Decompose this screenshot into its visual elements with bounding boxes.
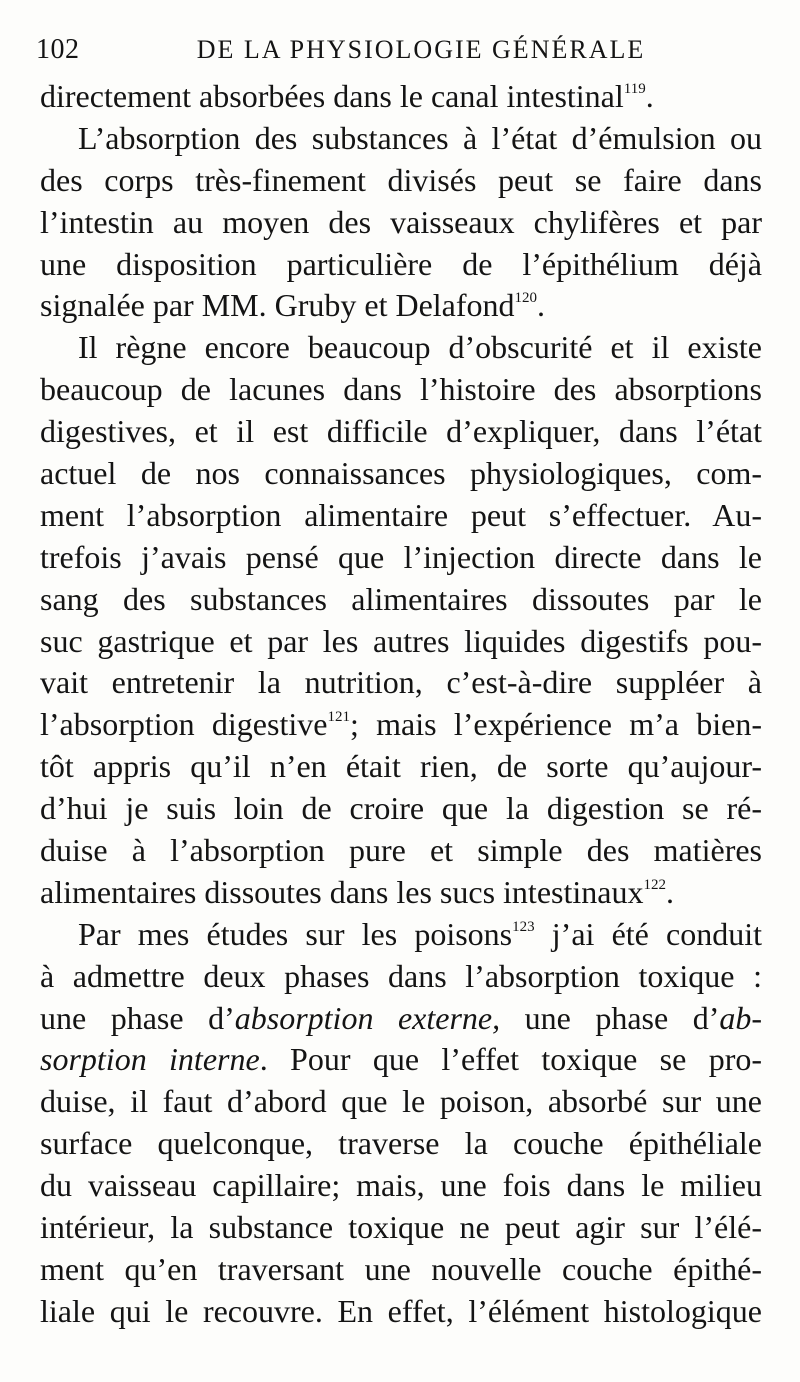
text-line: sorption interne. Pour que l’effet toxique se pro- [40,1041,763,1078]
text-line: tôt appris qu’il n’en était rien, de sorte qu’aujour- [40,748,762,785]
running-head [36,30,766,70]
text-line: actuel de nos connaissances physiologiques, com- [40,455,762,492]
text-line: liale qui le recouvre. En effet, l’élément histologique [40,1292,762,1329]
text-line: trefois j’avais pensé que l’injection directe dans le [40,538,762,575]
footnote-ref: 120 [514,290,538,307]
text-line: duise à l’absorption pure et simple des matières [40,832,762,869]
text-line: ment l’absorption alimentaire peut s’effectuer. Au- [40,496,762,533]
text-line: alimentaires dissoutes dans les sucs intestinaux$^{122}$. [40,873,674,910]
text-line: digestives, et il est difficile d’expliquer, dans l’état [40,413,762,450]
text-line: suc gastrique et par les autres liquides digestifs pou- [40,622,762,659]
text-line: duise, il faut d’abord que le poison, absorbé sur une [40,1083,762,1120]
text-line: Il règne encore beaucoup d’obscurité et il existe [78,329,762,366]
running-title: DE LA PHYSIOLOGIE GÉNÉRALE [196,35,646,64]
text-line: d’hui je suis loin de croire que la digestion se ré- [40,790,762,827]
text-line: beaucoup de lacunes dans l’histoire des absorptions [40,371,762,408]
text-line: du vaisseau capillaire; mais, une fois dans le milieu [40,1167,762,1204]
text-line: ment qu’en traversant une nouvelle couche épithé- [40,1250,762,1287]
text-line: des corps très-finement divisés peut se faire dans [40,161,762,198]
footnote-ref: 119 [623,81,646,97]
footnote-ref: 122 [643,876,666,893]
text-line: une phase d’absorption externe, une phase d’ab- [40,999,763,1036]
footnote-ref: 123 [512,918,535,935]
page-number: 102 [36,34,80,65]
italic-term: sorption interne [40,1041,260,1078]
body-text [40,76,762,1333]
footnote-ref: 121 [327,709,350,726]
text-line: sang des substances alimentaires dissoutes par le [40,580,762,617]
text-line: l’intestin au moyen des vaisseaux chylifères et par [40,203,762,240]
text-line: à admettre deux phases dans l’absorption toxique : [40,957,762,994]
text-line: intérieur, la substance toxique ne peut agir sur l’élé- [40,1209,762,1246]
text-line: L’absorption des substances à l’état d’émulsion ou [78,119,762,156]
text-line: surface quelconque, traverse la couche épithéliale [40,1125,762,1162]
italic-term: absorption externe, [234,999,501,1036]
text-line: Par mes études sur les poisons$^{123}$ j’ai été conduit [78,915,763,952]
text-line: directement absorbées dans le canal intestinal$^{119}$. [40,78,654,114]
text-line: une disposition particulière de l’épithélium déjà [40,245,762,282]
text-line: signalée par MM. Gruby et Delafond$^{120}$. [40,287,546,324]
text-line: vait entretenir la nutrition, c’est-à-dire suppléer à [40,664,762,701]
italic-term: ab- [719,999,763,1036]
text-line: l’absorption digestive$^{121}$; mais l’expérience m’a bien- [40,706,763,743]
